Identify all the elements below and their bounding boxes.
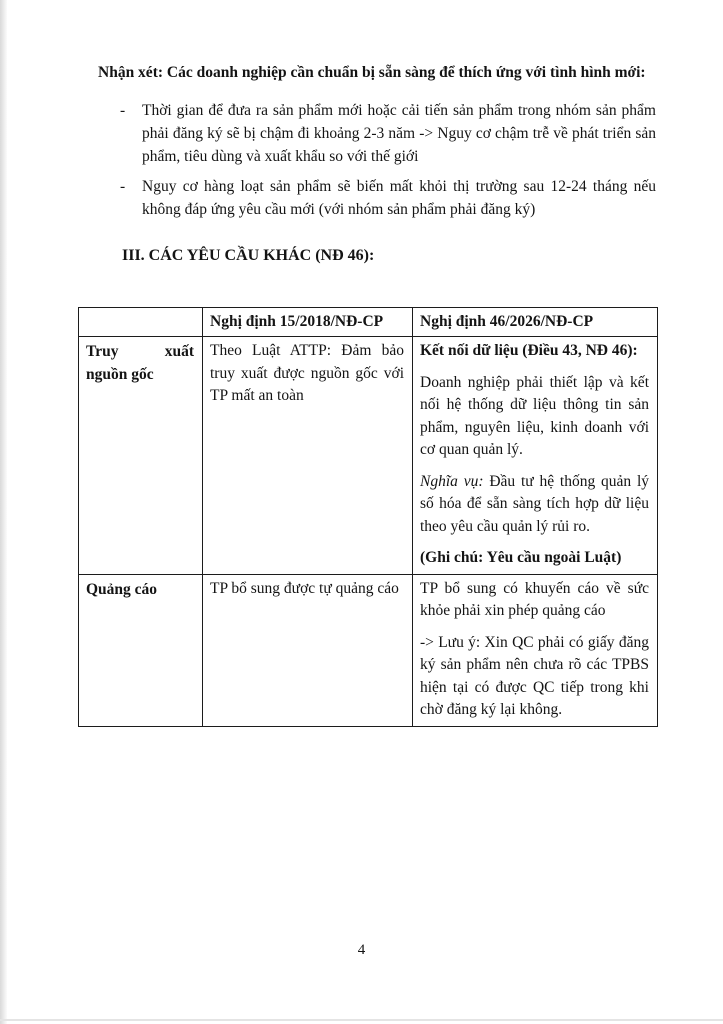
page-number: 4 [357,942,366,958]
paragraph: Doanh nghiệp phải thiết lập và kết nối hệ thống dữ liệu thông tin sản phẩm, nguyên liệu, kinh doanh với cơ quan quản lý. [420,373,649,458]
cell-note: (Ghi chú: Yêu cầu ngoài Luật) [420,549,622,566]
page-content [78,60,657,727]
cell-advertising-decree-15 [203,574,413,726]
header-decree-15: Nghị định 15/2018/NĐ-CP [203,308,413,337]
bullet-item [120,99,656,168]
paragraph: TP bổ sung có khuyến cáo về sức khỏe phải xin phép quảng cáo [420,579,649,619]
table-row-traceability [79,337,658,575]
bullet-dash: - [120,102,126,119]
row-label-advertising: Quảng cáo [79,574,203,726]
table-row-advertising [79,574,658,726]
scan-edge-bottom [0,1019,723,1021]
paragraph [420,471,649,539]
obligation-label: Nghĩa vụ: [420,472,484,490]
cell-traceability-decree-46 [413,337,658,575]
bullet-list [78,99,657,221]
cell-traceability-decree-15 [203,337,413,575]
decree-comparison-table [78,307,658,727]
row-label-traceability: Truy xuất nguồn gốc [79,337,203,575]
bullet-item [120,175,656,221]
paragraph: Theo Luật ATTP: Đảm bảo truy xuất được nguồn gốc với TP mất an toàn [210,342,404,404]
paragraph: -> Lưu ý: Xin QC phải có giấy đăng ký sản phẩm nên chưa rõ các TPBS hiện tại có được QC tiếp trong khi chờ đăng ký lại không. [420,633,649,718]
obligation-text: Đầu tư hệ thống quản lý số hóa để sẵn sàng tích hợp dữ liệu theo yêu cầu quản lý rủi ro. [420,472,650,535]
section-heading: III. CÁC YÊU CẦU KHÁC (NĐ 46): [122,247,375,264]
bullet-text: Nguy cơ hàng loạt sản phẩm sẽ biến mất khỏi thị trường sau 12-24 tháng nếu không đáp ứng yêu cầu mới (với nhóm sản phẩm phải đăng ký) [142,178,656,218]
paragraph: TP bổ sung được tự quảng cáo [210,579,399,597]
bullet-text: Thời gian để đưa ra sản phẩm mới hoặc cải tiến sản phẩm trong nhóm sản phẩm phải đăng ký sẽ bị chậm đi khoảng 2-3 năm -> Nguy cơ chậm trễ về phát triển sản phẩm, tiêu dùng và xuất khẩu so với thế giới [142,102,656,165]
header-empty-cell [79,308,203,337]
scan-edge-left [0,0,7,1024]
cell-advertising-decree-46 [413,574,658,726]
note-heading: Nhận xét: Các doanh nghiệp cần chuẩn bị sẵn sàng để thích ứng với tình hình mới: [98,64,646,81]
cell-subheading: Kết nối dữ liệu (Điều 43, NĐ 46): [420,342,638,359]
header-decree-46: Nghị định 46/2026/NĐ-CP [413,308,658,337]
bullet-dash: - [120,178,126,195]
table-header-row [79,308,658,337]
